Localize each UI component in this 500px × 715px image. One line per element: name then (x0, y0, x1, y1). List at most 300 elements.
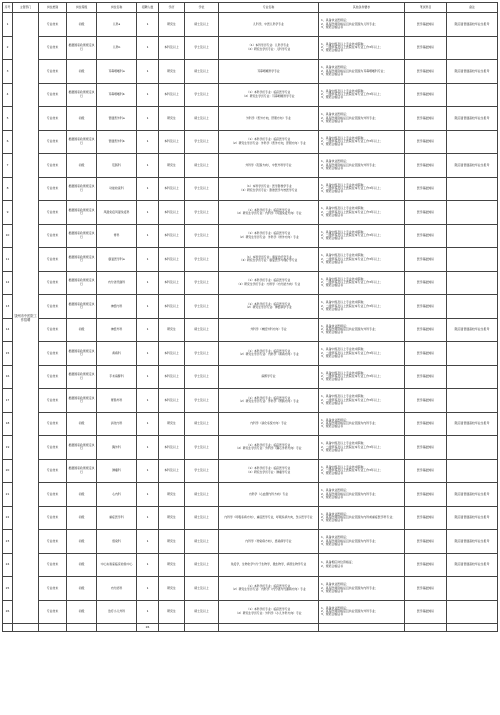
cell-no: 14 (3, 318, 13, 342)
cell-edu: 研究生 (159, 412, 185, 436)
col-exam: 笔试科目 (405, 3, 447, 13)
cell-count: 1 (137, 271, 159, 295)
cell-degree: 硕士及以上 (185, 107, 219, 131)
cell-note: 限应届普通高校毕业生报考 (447, 60, 498, 84)
cell-name: 肿瘤科 (97, 459, 137, 483)
cell-level: 初级 (67, 60, 97, 84)
cell-level: 初级 (67, 154, 97, 178)
cell-name: 手术麻醉科 (97, 365, 137, 389)
total-cell (3, 624, 13, 632)
cell-level: 初级 (67, 530, 97, 554)
cell-degree: 硕士及以上 (185, 318, 219, 342)
cell-degree: 学士及以上 (185, 365, 219, 389)
cell-edu: 研究生 (159, 577, 185, 601)
cell-level: 根据国家政策规定执行 (67, 201, 97, 225)
total-cell (97, 624, 137, 632)
cell-level: 根据国家政策规定执行 (67, 36, 97, 60)
cell-note: 限应届普通高校毕业生报考 (447, 483, 498, 507)
cell-degree: 学士及以上 (185, 389, 219, 413)
cell-category: 专业技术 (39, 553, 67, 577)
cell-no: 11 (3, 248, 13, 272)
cell-category: 专业技术 (39, 412, 67, 436)
cell-exam: 医学基础知识 (405, 201, 447, 225)
cell-no: 1 (3, 13, 13, 37)
cell-exam: 医学基础知识 (405, 365, 447, 389)
table-row (3, 224, 498, 248)
cell-count: 1 (137, 553, 159, 577)
cell-category: 专业技术 (39, 600, 67, 624)
cell-major: 免疫学，生物化学与分子生物学，微生物学，病原生物学专业 (219, 553, 319, 577)
cell-exam: 医学基础知识 (405, 224, 447, 248)
table-row (3, 530, 498, 554)
cell-no: 3 (3, 60, 13, 84)
cell-exam: 医学基础知识 (405, 459, 447, 483)
cell-major: （1）本科学历专业：临床医学专业 （2）研究生学历专业：内科学（内分泌方向）专业 (219, 271, 319, 295)
cell-no: 25 (3, 577, 13, 601)
cell-edu: 研究生 (159, 553, 185, 577)
cell-category: 专业技术 (39, 248, 67, 272)
cell-exam: 医学基础知识 (405, 342, 447, 366)
cell-name: 胸外科 (97, 436, 137, 460)
cell-degree: 硕士及以上 (185, 553, 219, 577)
cell-level: 根据国家政策规定执行 (67, 365, 97, 389)
cell-exam: 医学基础知识 (405, 177, 447, 201)
cell-no: 15 (3, 342, 13, 366)
cell-edu: 研究生 (159, 530, 185, 554)
cell-req: 1、具备执业医师证； 2、具有医师资格证且执业范围为内科专业； 3、规培合格证书 (319, 530, 405, 554)
total-cell (219, 624, 319, 632)
col-name: 岗位名称 (97, 3, 137, 13)
cell-req: 1、具备执业医师证； 2、具有医师资格证且执业范围为外科专业； 3、规培合格证书 (319, 154, 405, 178)
table-row (3, 154, 498, 178)
cell-dept: 饶州市中医院工作招聘 (13, 13, 39, 624)
cell-category: 专业技术 (39, 577, 67, 601)
cell-no: 18 (3, 412, 13, 436)
table-row (3, 201, 498, 225)
cell-degree: 学士及以上 (185, 295, 219, 319)
table-row (3, 483, 498, 507)
cell-major: （1）本科学历专业：临床医学专业 （2）研究生学历专业：外科学（普外方向，肝胆方向）专业 (219, 130, 319, 154)
total-cell (319, 624, 405, 632)
cell-edu: 本科及以上 (159, 224, 185, 248)
cell-req: 1、具备中级及以上专业技术职称； 2、二级甲等及以上医院在本专业工作3年以上； 3、规培合格证书 (319, 248, 405, 272)
cell-exam: 医学基础知识 (405, 154, 447, 178)
cell-count: 1 (137, 530, 159, 554)
cell-count: 1 (137, 177, 159, 201)
cell-exam: 医学基础知识 (405, 248, 447, 272)
cell-note (447, 83, 498, 107)
cell-note: 限应届普通高校毕业生报考 (447, 318, 498, 342)
cell-count: 1 (137, 130, 159, 154)
cell-edu: 本科及以上 (159, 436, 185, 460)
cell-req: 1、具备执业医师证； 2、具有医师资格证且执业范围为内科专业； 3、规培合格证书 (319, 483, 405, 507)
cell-req: 1、具备中级及以上专业技术职称； 2、二级甲等及以上医院在本专业工作3年以上； 3、规培合格证书 (319, 389, 405, 413)
cell-count: 1 (137, 577, 159, 601)
cell-count: 1 (137, 506, 159, 530)
cell-note (447, 365, 498, 389)
cell-name: 儿科b (97, 36, 137, 60)
cell-name: 内分泌代谢科 (97, 271, 137, 295)
cell-level: 初级 (67, 412, 97, 436)
cell-count: 1 (137, 600, 159, 624)
cell-degree: 学士及以上 (185, 36, 219, 60)
cell-count: 1 (137, 60, 159, 84)
cell-degree: 硕士及以上 (185, 412, 219, 436)
cell-level: 根据国家政策规定执行 (67, 389, 97, 413)
cell-major: （1）本科学历专业：临床医学专业 （2）研究生学历专业：神经病学专业 (219, 295, 319, 319)
cell-exam: 医学基础知识 (405, 60, 447, 84)
cell-req: 1、具备执业医师证； 2、具有医师资格证且执业范围为内科专业； 3、规培合格证书 (319, 412, 405, 436)
cell-count: 1 (137, 295, 159, 319)
table-row (3, 577, 498, 601)
cell-category: 专业技术 (39, 177, 67, 201)
cell-degree: 学士及以上 (185, 436, 219, 460)
cell-edu: 研究生 (159, 13, 185, 37)
cell-major: 外科学（肛肠方向），中医外科学专业 (219, 154, 319, 178)
table-row (3, 83, 498, 107)
cell-level: 初级 (67, 13, 97, 37)
recruitment-table-container (2, 2, 497, 632)
cell-category: 专业技术 (39, 13, 67, 37)
cell-count: 1 (137, 107, 159, 131)
cell-name: 重症医学科 (97, 506, 137, 530)
cell-no: 17 (3, 389, 13, 413)
recruitment-table (2, 2, 498, 632)
cell-req: 1、具备执业医师证； 2、具有医师资格证且执业范围为儿科专业； 3、规培合格证书 (319, 13, 405, 37)
cell-exam: 医学基础知识 (405, 389, 447, 413)
cell-degree: 硕士及以上 (185, 483, 219, 507)
cell-req: 1、具备中级及以上专业技术职称； 2、二级甲等及以上医院在本专业工作3年以上； 3、规培合格证书 (319, 271, 405, 295)
cell-exam: 医学基础知识 (405, 412, 447, 436)
cell-note: 限应届普通高校毕业生报考 (447, 412, 498, 436)
cell-note (447, 577, 498, 601)
cell-no: 19 (3, 436, 13, 460)
cell-edu: 研究生 (159, 483, 185, 507)
cell-no: 16 (3, 365, 13, 389)
total-cell (13, 624, 39, 632)
cell-level: 根据国家政策规定执行 (67, 130, 97, 154)
cell-no: 20 (3, 459, 13, 483)
cell-major: （1）本科学历专业：临床医学专业 （2）研究生学历专业：耳鼻咽喉科学专业 (219, 83, 319, 107)
cell-degree: 学士及以上 (185, 248, 219, 272)
cell-note (447, 459, 498, 483)
cell-note (447, 271, 498, 295)
cell-edu: 本科及以上 (159, 248, 185, 272)
cell-note: 限应届普通高校毕业生报考 (447, 553, 498, 577)
cell-note (447, 36, 498, 60)
total-cell (447, 624, 498, 632)
table-row (3, 107, 498, 131)
cell-no: 22 (3, 506, 13, 530)
cell-name: 消化内科 (97, 412, 137, 436)
cell-major: 外科学（神经外科方向）专业 (219, 318, 319, 342)
total-cell (39, 624, 67, 632)
cell-no: 26 (3, 600, 13, 624)
cell-major: 外科学（普外方向，肝胆方向）专业 (219, 107, 319, 131)
cell-name: 感染科 (97, 530, 137, 554)
cell-category: 专业技术 (39, 224, 67, 248)
cell-major: （1）本科学历专业：临床医学专业 （2）研究生学历专业：内科学（肾病方向）专业 (219, 342, 319, 366)
cell-count: 1 (137, 342, 159, 366)
cell-req: 1、具备执业医师证； 2、具有医师资格证且执业范围为外科专业； 3、规培合格证书 (319, 600, 405, 624)
cell-name: 耳鼻咽喉科a (97, 60, 137, 84)
cell-no: 13 (3, 295, 13, 319)
cell-category: 专业技术 (39, 36, 67, 60)
cell-edu: 本科及以上 (159, 295, 185, 319)
cell-req: 1、具备执业医师证； 2、具有医师资格证且执业范围为耳鼻咽喉科专业； 3、规培合格证书 (319, 60, 405, 84)
cell-degree: 硕士及以上 (185, 600, 219, 624)
cell-major: （1）本科学历专业：临床医学专业 （2）研究生学历专业：内科学（内分泌与代谢病方向）专业 (219, 577, 319, 601)
cell-no: 8 (3, 177, 13, 201)
cell-edu: 研究生 (159, 154, 185, 178)
cell-name: 治疗小儿外科 (97, 600, 137, 624)
total-cell (185, 624, 219, 632)
total-cell (159, 624, 185, 632)
cell-name: 神经内科 (97, 295, 137, 319)
table-row (3, 248, 498, 272)
cell-category: 专业技术 (39, 271, 67, 295)
table-row (3, 600, 498, 624)
cell-name: 心内科 (97, 483, 137, 507)
cell-category: 专业技术 (39, 83, 67, 107)
cell-degree: 学士及以上 (185, 130, 219, 154)
cell-major: 内科学（心血管内科方向）专业 (219, 483, 319, 507)
col-edu: 学历 (159, 3, 185, 13)
cell-major: （1）本科学历专业：临床医学专业 （2）研究生学历专业：外科学（胸心外科方向）专业 (219, 436, 319, 460)
cell-edu: 研究生 (159, 506, 185, 530)
cell-note (447, 389, 498, 413)
cell-req: 1、具备执业医师证； 2、具有医师资格证且执业范围为外科专业； 3、规培合格证书 (319, 107, 405, 131)
cell-note: 限应届普通高校毕业生报考 (447, 154, 498, 178)
col-no: 序号 (3, 3, 13, 13)
cell-category: 专业技术 (39, 530, 67, 554)
cell-major: （1）本科学历专业：临床医学专业 （2）研究生学历专业：外科学（小儿外科方向）专业 (219, 600, 319, 624)
cell-exam: 医学基础知识 (405, 553, 447, 577)
cell-req: 1、具备中级及以上专业技术职称； 2、二级甲等及以上医院在本专业工作3年以上； 3、规培合格证书 (319, 36, 405, 60)
cell-name: 骨科 (97, 224, 137, 248)
cell-major: （1）本科学历专业：医学影像学专业 （2）研究生学历专业：影像医学与核医学专业 (219, 177, 319, 201)
cell-name: 肛肠科 (97, 154, 137, 178)
cell-count: 1 (137, 389, 159, 413)
cell-req: 1、具备中级及以上专业技术职称； 2、二级甲等及以上医院在本专业工作3年以上； 3、规培合格证书 (319, 201, 405, 225)
cell-category: 专业技术 (39, 365, 67, 389)
cell-no: 9 (3, 201, 13, 225)
cell-level: 根据国家政策规定执行 (67, 436, 97, 460)
cell-note (447, 248, 498, 272)
cell-edu: 本科及以上 (159, 83, 185, 107)
cell-level: 根据国家政策规定执行 (67, 224, 97, 248)
cell-name: 普通普外科a (97, 107, 137, 131)
cell-exam: 医学基础知识 (405, 295, 447, 319)
cell-count: 1 (137, 224, 159, 248)
table-row (3, 60, 498, 84)
cell-edu: 本科及以上 (159, 365, 185, 389)
col-dept: 主管部门 (13, 3, 39, 13)
cell-major: （1）本科学历专业：康复治疗学专业 （2）研究生学历专业：康复医学与理疗学专业 (219, 248, 319, 272)
cell-degree: 学士及以上 (185, 201, 219, 225)
cell-edu: 研究生 (159, 318, 185, 342)
cell-major: 儿科学，中医儿科学专业 (219, 13, 319, 37)
cell-level: 初级 (67, 318, 97, 342)
cell-category: 专业技术 (39, 130, 67, 154)
cell-level: 初级 (67, 483, 97, 507)
cell-count: 1 (137, 36, 159, 60)
table-row (3, 506, 498, 530)
cell-no: 10 (3, 224, 13, 248)
table-row (3, 365, 498, 389)
cell-major: （1）本科学历专业：临床医学专业 （2）研究生学历专业：外科学（骨外方向）专业 (219, 224, 319, 248)
cell-exam: 医学基础知识 (405, 271, 447, 295)
table-row (3, 36, 498, 60)
cell-degree: 硕士及以上 (185, 530, 219, 554)
cell-degree: 学士及以上 (185, 83, 219, 107)
cell-level: 初级 (67, 506, 97, 530)
table-row (3, 389, 498, 413)
table-row (3, 553, 498, 577)
cell-count: 1 (137, 201, 159, 225)
cell-note (447, 600, 498, 624)
col-category: 岗位类别 (39, 3, 67, 13)
cell-name: 耳鼻咽喉科b (97, 83, 137, 107)
col-level: 岗位等级 (67, 3, 97, 13)
cell-count: 1 (137, 83, 159, 107)
table-row (3, 436, 498, 460)
header-row (3, 3, 498, 13)
cell-category: 专业技术 (39, 201, 67, 225)
table-row (3, 318, 498, 342)
cell-no: 23 (3, 530, 13, 554)
cell-exam: 医学基础知识 (405, 83, 447, 107)
cell-req: 1、具备中级及以上专业技术职称； 2、二级甲等及以上医院在本专业工作3年以上； 3、规培合格证书 (319, 459, 405, 483)
cell-major: （1）本科学历专业：临床医学专业 （2）研究生学历专业：内科学（风湿免疫方向）专业 (219, 201, 319, 225)
cell-note (447, 201, 498, 225)
cell-no: 21 (3, 483, 13, 507)
cell-level: 根据国家政策规定执行 (67, 83, 97, 107)
cell-category: 专业技术 (39, 107, 67, 131)
cell-category: 专业技术 (39, 436, 67, 460)
cell-edu: 本科及以上 (159, 130, 185, 154)
cell-req: 1、具备执业医师证； 2、具有医师资格证且执业范围为外科专业； 3、规培合格证书 (319, 318, 405, 342)
col-degree: 学位 (185, 3, 219, 13)
cell-req: 1、具备中级及以上专业技术职称； 2、二级甲等及以上医院在本专业工作3年以上； 3、规培合格证书 (319, 224, 405, 248)
cell-name: 儿科a (97, 13, 137, 37)
cell-req: 1、具备中级及以上专业技术职称； 2、二级甲等及以上医院在本专业工作3年以上； 3、规培合格证书 (319, 342, 405, 366)
cell-req: 1、具备相应岗位资格证； 2、规培合格证书 (319, 553, 405, 577)
cell-name: 风湿免疫风湿免疫科 (97, 201, 137, 225)
cell-name: 中心实验室临床检验中心 (97, 553, 137, 577)
cell-exam: 医学基础知识 (405, 318, 447, 342)
cell-edu: 研究生 (159, 600, 185, 624)
cell-req: 1、具备中级及以上专业技术职称； 2、二级甲等及以上医院在本专业工作3年以上； 3、规培合格证书 (319, 365, 405, 389)
cell-note (447, 436, 498, 460)
cell-degree: 硕士及以上 (185, 60, 219, 84)
cell-degree: 学士及以上 (185, 342, 219, 366)
cell-level: 初级 (67, 107, 97, 131)
cell-degree: 学士及以上 (185, 224, 219, 248)
table-row (3, 342, 498, 366)
cell-count: 1 (137, 154, 159, 178)
cell-degree: 学士及以上 (185, 271, 219, 295)
cell-req: 1、具备中级及以上专业技术职称； 2、二级甲等及以上医院在本专业工作3年以上； 3、规培合格证书 (319, 177, 405, 201)
cell-req: 1、具备中级及以上专业技术职称； 2、二级甲等及以上医院在本专业工作3年以上； 3、规培合格证书 (319, 130, 405, 154)
cell-major: 麻醉学专业 (219, 365, 319, 389)
cell-count: 1 (137, 436, 159, 460)
cell-category: 专业技术 (39, 295, 67, 319)
cell-req: 1、具备执业医师证； 2、具有医师资格证且执业范围为内科或重症医学科专业； 3、规培合格证书 (319, 506, 405, 530)
cell-major: 内科学（传染病方向），感染病学专业 (219, 530, 319, 554)
cell-exam: 医学基础知识 (405, 600, 447, 624)
cell-edu: 本科及以上 (159, 177, 185, 201)
cell-category: 专业技术 (39, 389, 67, 413)
cell-category: 专业技术 (39, 154, 67, 178)
cell-count: 1 (137, 483, 159, 507)
table-row (3, 13, 498, 37)
cell-category: 专业技术 (39, 483, 67, 507)
cell-edu: 研究生 (159, 60, 185, 84)
cell-exam: 医学基础知识 (405, 13, 447, 37)
cell-degree: 硕士及以上 (185, 154, 219, 178)
cell-category: 专业技术 (39, 342, 67, 366)
cell-degree: 硕士及以上 (185, 506, 219, 530)
cell-category: 专业技术 (39, 60, 67, 84)
table-row (3, 130, 498, 154)
cell-note (447, 130, 498, 154)
cell-no: 7 (3, 154, 13, 178)
total-cell (405, 624, 447, 632)
cell-major: （1）本科学历专业：儿科学专业 （2）研究生学历专业：儿科学专业 (219, 36, 319, 60)
cell-count: 1 (137, 248, 159, 272)
cell-exam: 医学基础知识 (405, 130, 447, 154)
cell-name: 功能检查科 (97, 177, 137, 201)
cell-name: 胃肠外科 (97, 389, 137, 413)
cell-note (447, 177, 498, 201)
cell-level: 初级 (67, 600, 97, 624)
cell-count: 1 (137, 459, 159, 483)
cell-level: 初级 (67, 577, 97, 601)
cell-req: 1、具备执业医师证； 2、具有医师资格证且执业范围为内科专业； 3、规培合格证书 (319, 577, 405, 601)
cell-level: 根据国家政策规定执行 (67, 248, 97, 272)
cell-no: 4 (3, 83, 13, 107)
table-row (3, 271, 498, 295)
cell-level: 根据国家政策规定执行 (67, 459, 97, 483)
cell-note: 限应届普通高校毕业生报考 (447, 530, 498, 554)
cell-level: 根据国家政策规定执行 (67, 295, 97, 319)
cell-major: 耳鼻咽喉科学专业 (219, 60, 319, 84)
cell-edu: 研究生 (159, 107, 185, 131)
cell-note (447, 295, 498, 319)
cell-edu: 本科及以上 (159, 342, 185, 366)
cell-no: 12 (3, 271, 13, 295)
cell-note (447, 224, 498, 248)
cell-level: 初级 (67, 553, 97, 577)
cell-degree: 硕士及以上 (185, 13, 219, 37)
cell-major: 内科学（消化系统方向）专业 (219, 412, 319, 436)
cell-name: 普通普外科b (97, 130, 137, 154)
cell-no: 24 (3, 553, 13, 577)
table-row (3, 295, 498, 319)
cell-degree: 学士及以上 (185, 177, 219, 201)
table-row (3, 177, 498, 201)
table-row (3, 459, 498, 483)
cell-note: 限应届普通高校毕业生报考 (447, 13, 498, 37)
cell-no: 6 (3, 130, 13, 154)
cell-exam: 医学基础知识 (405, 483, 447, 507)
cell-req: 1、具备中级及以上专业技术职称； 2、二级甲等及以上医院在本专业工作3年以上； 3、规培合格证书 (319, 83, 405, 107)
cell-category: 专业技术 (39, 459, 67, 483)
cell-name: 内分泌科 (97, 577, 137, 601)
cell-edu: 本科及以上 (159, 36, 185, 60)
cell-count: 1 (137, 412, 159, 436)
